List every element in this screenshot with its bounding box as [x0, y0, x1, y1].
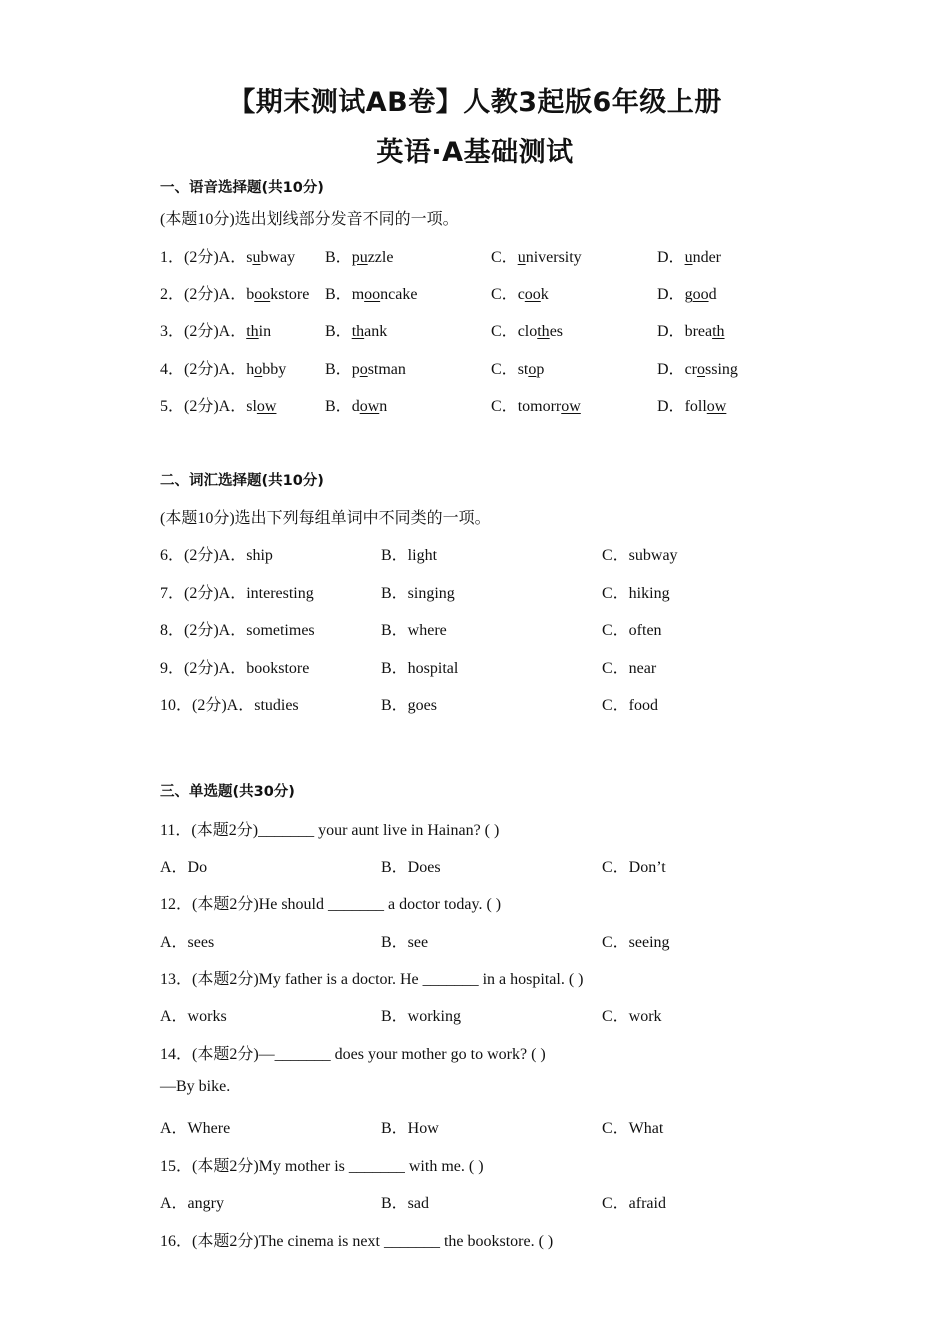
option-b[interactable]: B．singing — [381, 585, 455, 602]
option-d[interactable] — [657, 281, 717, 304]
option-a[interactable]: A．sees — [160, 934, 215, 951]
phonics-question-4 — [0, 356, 950, 378]
vocab-question-10 — [0, 692, 950, 714]
section2-instruction: (本题10分)选出下列每组单词中不同类的一项。 — [160, 510, 491, 527]
section1-heading: 一、语音选择题(共10分) — [160, 180, 324, 196]
word-part: sl — [246, 398, 257, 415]
option-label: D． — [657, 286, 685, 303]
word-part: c — [517, 286, 525, 303]
option-b[interactable]: B．light — [381, 547, 438, 564]
option-a[interactable] — [160, 393, 276, 416]
word-part: nder — [692, 249, 721, 266]
option-label: B． — [325, 249, 352, 266]
underlined-sound: th — [712, 323, 725, 340]
option-c[interactable]: C．often — [602, 622, 662, 639]
word-part: es — [549, 323, 564, 340]
underlined-sound: u — [517, 249, 526, 266]
underlined-sound: o — [697, 361, 705, 378]
option-d[interactable] — [657, 356, 738, 379]
word-part: n — [379, 398, 388, 415]
option-b[interactable]: B．Does — [381, 859, 441, 876]
underlined-sound: pu — [351, 249, 368, 266]
option-c[interactable] — [491, 356, 544, 379]
option-label: C． — [491, 286, 518, 303]
option-label: C． — [491, 249, 518, 266]
vocab-question-7 — [0, 580, 950, 602]
option-d[interactable] — [657, 244, 721, 267]
option-b[interactable]: B．How — [381, 1120, 439, 1137]
option-a[interactable] — [160, 318, 271, 341]
underlined-sound: oo — [364, 286, 381, 303]
word-part: tomorr — [517, 398, 562, 415]
phonics-question-3 — [0, 318, 950, 340]
underlined-sound: o — [359, 361, 368, 378]
question-15: 15．(本题2分)My mother is _______ with me. ( ) — [160, 1158, 484, 1175]
option-c[interactable] — [491, 281, 549, 304]
question-14-answer: —By bike. — [160, 1078, 231, 1095]
option-b[interactable]: B．sad — [381, 1195, 430, 1212]
phonics-question-5 — [0, 393, 950, 415]
word-part: in — [258, 323, 272, 340]
word-part: p — [351, 361, 360, 378]
section1-instruction: (本题10分)选出划线部分发音不同的一项。 — [160, 211, 459, 228]
question-12-options — [0, 929, 950, 951]
option-d[interactable] — [657, 393, 726, 416]
question-12: 12．(本题2分)He should _______ a doctor today. ( ) — [160, 896, 502, 913]
option-label: D． — [657, 323, 685, 340]
page-title-line2: 英语·A基础测试 — [376, 137, 574, 168]
option-b[interactable]: B．see — [381, 934, 429, 951]
question-number: 4．(2分)A． — [160, 361, 247, 378]
option-label: D． — [657, 398, 685, 415]
option-b[interactable] — [325, 356, 406, 379]
question-number: 1．(2分)A． — [160, 249, 247, 266]
word-part: k — [540, 286, 549, 303]
option-b[interactable]: B．where — [381, 622, 447, 639]
option-c[interactable]: C．hiking — [602, 585, 670, 602]
word-part: ncake — [380, 286, 418, 303]
word-part: foll — [684, 398, 707, 415]
word-part: bway — [260, 249, 296, 266]
option-label: B． — [325, 361, 352, 378]
underlined-sound: o — [528, 361, 537, 378]
underlined-sound: ow — [561, 398, 581, 415]
word-part: p — [536, 361, 545, 378]
word-part: kstore — [270, 286, 310, 303]
option-b[interactable] — [325, 244, 393, 267]
option-label: D． — [657, 361, 685, 378]
option-label: B． — [325, 286, 352, 303]
underlined-sound: th — [537, 323, 550, 340]
option-c[interactable]: C．subway — [602, 547, 678, 564]
underlined-sound: ow — [359, 398, 380, 415]
word-part: g — [684, 286, 693, 303]
option-a[interactable]: 8．(2分)A．sometimes — [160, 622, 315, 639]
question-13: 13．(本题2分)My father is a doctor. He _______ in a hospital. ( ) — [160, 971, 584, 988]
option-a[interactable] — [160, 281, 309, 304]
underlined-sound: ow — [256, 398, 277, 415]
option-a[interactable]: 7．(2分)A．interesting — [160, 585, 314, 602]
word-part: clo — [517, 323, 538, 340]
word-part: ssing — [705, 361, 738, 378]
underlined-sound: oo — [692, 286, 709, 303]
underlined-sound: u — [684, 249, 693, 266]
phonics-question-2 — [0, 281, 950, 303]
phonics-question-1 — [0, 244, 950, 266]
option-a[interactable]: 6．(2分)A．ship — [160, 547, 273, 564]
option-b[interactable] — [325, 393, 387, 416]
option-a[interactable]: 10．(2分)A．studies — [160, 697, 299, 714]
vocab-question-9 — [0, 655, 950, 677]
word-part: m — [351, 286, 365, 303]
question-15-options — [0, 1190, 950, 1212]
word-part: niversity — [525, 249, 582, 266]
question-14-options — [0, 1115, 950, 1137]
option-a[interactable] — [160, 244, 295, 267]
option-c[interactable]: C．food — [602, 697, 659, 714]
option-a[interactable]: A．angry — [160, 1195, 224, 1212]
vocab-question-6 — [0, 542, 950, 564]
option-label: C． — [491, 323, 518, 340]
word-part: d — [351, 398, 360, 415]
option-b[interactable] — [325, 318, 387, 341]
option-b[interactable]: B．hospital — [381, 660, 459, 677]
vocab-question-8 — [0, 617, 950, 639]
option-a[interactable]: A．works — [160, 1008, 227, 1025]
option-c[interactable]: C．Don’t — [602, 859, 666, 876]
word-part: stman — [367, 361, 406, 378]
question-number: 2．(2分)A． — [160, 286, 247, 303]
option-c[interactable]: C．work — [602, 1008, 662, 1025]
word-part: s — [246, 249, 253, 266]
option-a[interactable]: 9．(2分)A．bookstore — [160, 660, 310, 677]
option-c[interactable]: C．near — [602, 660, 657, 677]
question-11: 11．(本题2分)_______ your aunt live in Hainan? ( ) — [160, 822, 500, 839]
question-number: 3．(2分)A． — [160, 323, 247, 340]
section3-heading: 三、单选题(共30分) — [160, 784, 295, 800]
question-number: 5．(2分)A． — [160, 398, 247, 415]
word-part: ank — [364, 323, 388, 340]
word-part: zzle — [367, 249, 394, 266]
word-part: d — [708, 286, 717, 303]
word-part: brea — [684, 323, 713, 340]
question-16: 16．(本题2分)The cinema is next _______ the bookstore. ( ) — [160, 1233, 554, 1250]
option-label: B． — [325, 398, 352, 415]
underlined-sound: th — [351, 323, 365, 340]
word-part: b — [246, 286, 255, 303]
question-11-options — [0, 854, 950, 876]
option-c[interactable]: C．What — [602, 1120, 664, 1137]
option-c[interactable] — [491, 318, 563, 341]
page-title-line1: 【期末测试AB卷】人教3起版6年级上册 — [228, 87, 722, 118]
option-d[interactable] — [657, 318, 725, 341]
option-c[interactable] — [491, 244, 582, 267]
word-part: cr — [684, 361, 697, 378]
question-14: 14．(本题2分)—_______ does your mother go to work? ( ) — [160, 1046, 546, 1063]
option-c[interactable] — [491, 393, 581, 416]
option-label: C． — [491, 361, 518, 378]
section2-heading: 二、词汇选择题(共10分) — [160, 473, 324, 489]
option-a[interactable] — [160, 356, 286, 379]
underlined-sound: oo — [254, 286, 271, 303]
option-a[interactable]: A．Where — [160, 1120, 231, 1137]
question-13-options — [0, 1003, 950, 1025]
option-b[interactable]: B．working — [381, 1008, 462, 1025]
underlined-sound: th — [246, 323, 259, 340]
word-part: bby — [262, 361, 287, 378]
word-part: h — [246, 361, 255, 378]
underlined-sound: ow — [706, 398, 727, 415]
underlined-sound: oo — [524, 286, 541, 303]
option-c[interactable]: C．afraid — [602, 1195, 666, 1212]
underlined-sound: o — [254, 361, 263, 378]
word-part: st — [517, 361, 529, 378]
option-label: B． — [325, 323, 352, 340]
option-label: C． — [491, 398, 518, 415]
option-label: D． — [657, 249, 685, 266]
option-c[interactable]: C．seeing — [602, 934, 670, 951]
option-b[interactable]: B．goes — [381, 697, 438, 714]
underlined-sound: u — [252, 249, 261, 266]
option-a[interactable]: A．Do — [160, 859, 208, 876]
option-b[interactable] — [325, 281, 417, 304]
